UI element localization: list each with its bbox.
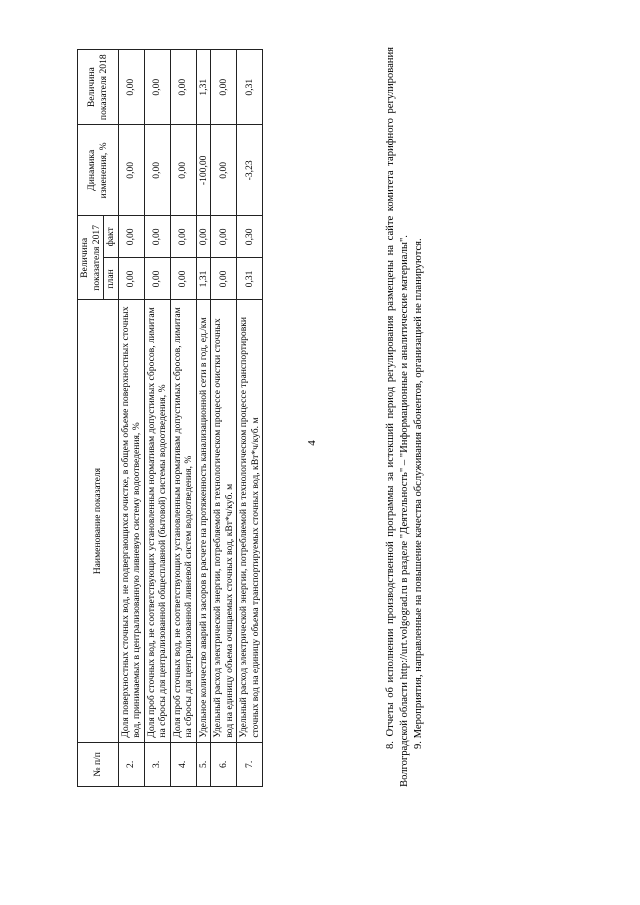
row-value-2018: 0,00 [211,50,237,125]
table-header-row [78,50,104,787]
row-plan: 0,00 [144,258,170,300]
header-fact: факт [104,216,119,258]
row-num: 4. [170,742,196,786]
table-row [237,50,263,787]
row-value-2018: 1,31 [196,50,211,125]
row-num: 6. [211,742,237,786]
row-dynamics: -100,00 [196,125,211,216]
row-name: Удельное количество аварий и засоров в расчете на протяженность канализационной сети в год, ед./км [196,300,211,742]
row-dynamics: 0,00 [170,125,196,216]
row-fact: 0,00 [118,216,144,258]
row-fact: 0,30 [237,216,263,258]
row-plan: 1,31 [196,258,211,300]
row-value-2018: 0,31 [237,50,263,125]
row-plan: 0,00 [211,258,237,300]
row-dynamics: -3,23 [237,125,263,216]
row-fact: 0,00 [170,216,196,258]
row-dynamics: 0,00 [118,125,144,216]
header-value-2017: Величина показателя 2017 [78,216,104,300]
row-num: 3. [144,742,170,786]
row-name: Удельный расход электрической энергии, потребляемой в технологическом процессе транспортировки сточных вод на единицу объема транспортируемых сточных вод, кВт*ч/куб. м [237,300,263,742]
row-dynamics: 0,00 [144,125,170,216]
row-value-2018: 0,00 [170,50,196,125]
header-num: № п/п [78,742,119,786]
table-row [118,50,144,787]
notes-section [384,47,426,787]
row-fact: 0,00 [144,216,170,258]
row-fact: 0,00 [211,216,237,258]
row-plan: 0,31 [237,258,263,300]
row-num: 5. [196,742,211,786]
table-row [144,50,170,787]
indicators-table [77,49,263,787]
page-number: 4 [305,440,318,446]
table-row [196,50,211,787]
table-row [170,50,196,787]
note-9: 9. Мероприятия, направленные на повышение качества обслуживания абонентов, организацией не планируются. [412,238,424,749]
header-name: Наименование показателя [78,300,119,742]
row-dynamics: 0,00 [211,125,237,216]
row-plan: 0,00 [170,258,196,300]
header-value-2018: Величина показателя 2018 [78,50,119,125]
row-name: Доля поверхностных сточных вод, не подвергающихся очистке, в общем объеме поверхностных сточных вод, принимаемых в централизованную ливневую систему водоотведения, % [118,300,144,742]
table-row [211,50,237,787]
header-plan: план [104,258,119,300]
row-value-2018: 0,00 [144,50,170,125]
note-8: 8. Отчеты об исполнении производственной программы за истекший период регулирования размещены на сайте комитета тарифного регулирования Волгоградской области http://urt.volgograd.ru в разделе "Деятельность" – "Информационные и аналитические материалы". [385,47,410,787]
row-num: 2. [118,742,144,786]
row-value-2018: 0,00 [118,50,144,125]
header-dynamics: Динамика изменения, % [78,125,119,216]
row-name: Удельный расход электрической энергии, потребляемой в технологическом процессе очистки сточных вод на единицу объема очищаемых сточных вод, кВт*ч/куб. м [211,300,237,742]
row-fact: 0,00 [196,216,211,258]
row-name: Доля проб сточных вод, не соответствующих установленным нормативам допустимых сбросов, лимитам на сбросы для централизованной общесплавной (бытовой) системы водоотведения, % [144,300,170,742]
row-name: Доля проб сточных вод, не соответствующих установленным нормативам допустимых сбросов, лимитам на сбросы для централизованной ливневой систем водоотведения, % [170,300,196,742]
row-num: 7. [237,742,263,786]
row-plan: 0,00 [118,258,144,300]
